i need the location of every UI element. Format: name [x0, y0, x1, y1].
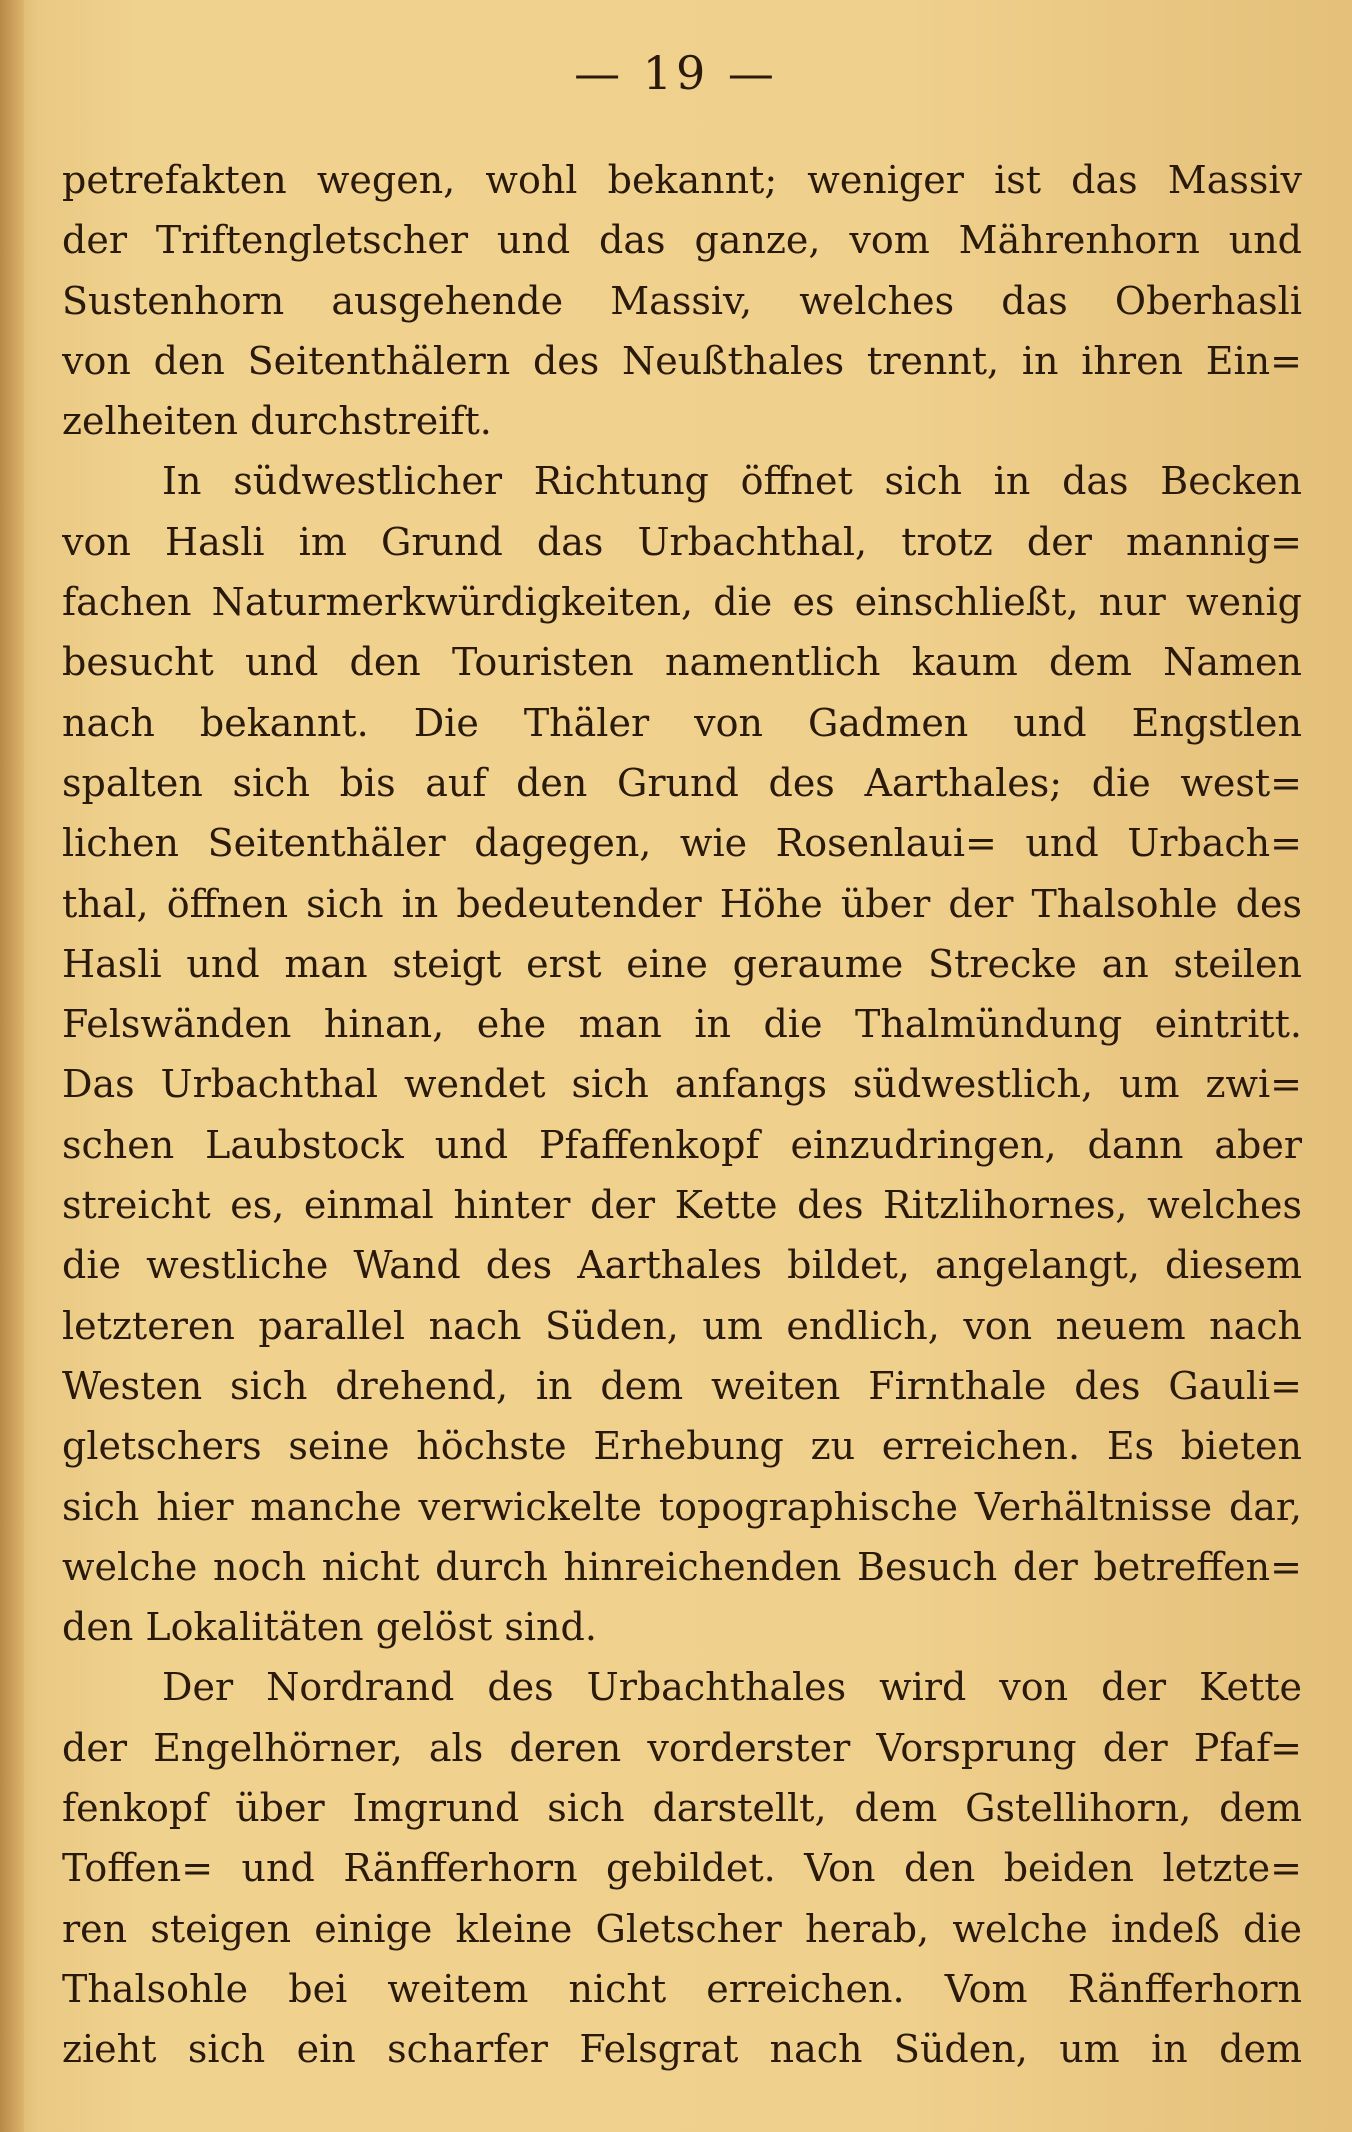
text-line: zieht sich ein scharfer Felsgrat nach Süden, um in dem	[62, 2027, 1302, 2072]
text-line: von den Seitenthälern des Neußthales trennt, in ihren Ein=	[62, 338, 1302, 383]
text-line: sich hier manche verwickelte topographische Verhältnisse dar,	[62, 1484, 1302, 1529]
text-line: ren steigen einige kleine Gletscher herab, welche indeß die	[62, 1906, 1302, 1951]
page-gutter	[0, 0, 24, 2132]
text-line: streicht es, einmal hinter der Kette des Ritzlihornes, welches	[62, 1183, 1302, 1228]
text-line: besucht und den Touristen namentlich kaum dem Namen	[62, 640, 1302, 685]
text-body	[62, 150, 1302, 2080]
text-line: der Triftengletscher und das ganze, vom Mährenhorn und	[62, 218, 1302, 263]
text-line: der Engelhörner, als deren vorderster Vorsprung der Pfaf=	[62, 1725, 1302, 1770]
text-line: lichen Seitenthäler dagegen, wie Rosenlaui= und Urbach=	[62, 821, 1302, 866]
text-line: thal, öffnen sich in bedeutender Höhe über der Thalsohle des	[62, 881, 1302, 926]
text-line: gletschers seine höchste Erhebung zu erreichen. Es bieten	[62, 1424, 1302, 1469]
text-line: Felswänden hinan, ehe man in die Thalmündung eintritt.	[62, 1002, 1302, 1047]
text-line: Sustenhorn ausgehende Massiv, welches das Oberhasli	[62, 278, 1302, 323]
text-line: die westliche Wand des Aarthales bildet, angelangt, diesem	[62, 1243, 1302, 1288]
text-line: welche noch nicht durch hinreichenden Besuch der betreffen=	[62, 1544, 1302, 1589]
text-line: schen Laubstock und Pfaffenkopf einzudringen, dann aber	[62, 1122, 1302, 1167]
text-line: Das Urbachthal wendet sich anfangs südwestlich, um zwi=	[62, 1062, 1302, 1107]
text-line: nach bekannt. Die Thäler von Gadmen und Engstlen	[62, 700, 1302, 745]
text-line: von Hasli im Grund das Urbachthal, trotz der mannig=	[62, 519, 1302, 564]
text-line: fenkopf über Imgrund sich darstellt, dem Gstellihorn, dem	[62, 1786, 1302, 1831]
text-line: petrefakten wegen, wohl bekannt; weniger ist das Massiv	[62, 158, 1302, 202]
text-line: letzteren parallel nach Süden, um endlich, von neuem nach	[62, 1303, 1302, 1348]
text-line: Hasli und man steigt erst eine geraume Strecke an steilen	[62, 941, 1302, 986]
page-number: — 19 —	[574, 46, 778, 100]
text-line: zelheiten durchstreift.	[62, 399, 492, 444]
text-line: Westen sich drehend, in dem weiten Firnthale des Gauli=	[62, 1363, 1302, 1408]
text-line: den Lokalitäten gelöst sind.	[62, 1605, 597, 1650]
text-line: Toffen= und Ränfferhorn gebildet. Von den beiden letzte=	[62, 1846, 1302, 1891]
text-line: Thalsohle bei weitem nicht erreichen. Vom Ränfferhorn	[62, 1966, 1302, 2011]
text-line: spalten sich bis auf den Grund des Aarthales; die west=	[62, 760, 1302, 805]
paragraph-start-line: Der Nordrand des Urbachthales wird von der Kette	[162, 1665, 1302, 1710]
paragraph-start-line: In südwestlicher Richtung öffnet sich in das Becken	[162, 459, 1302, 504]
text-line: fachen Naturmerkwürdigkeiten, die es einschließt, nur wenig	[62, 580, 1302, 625]
